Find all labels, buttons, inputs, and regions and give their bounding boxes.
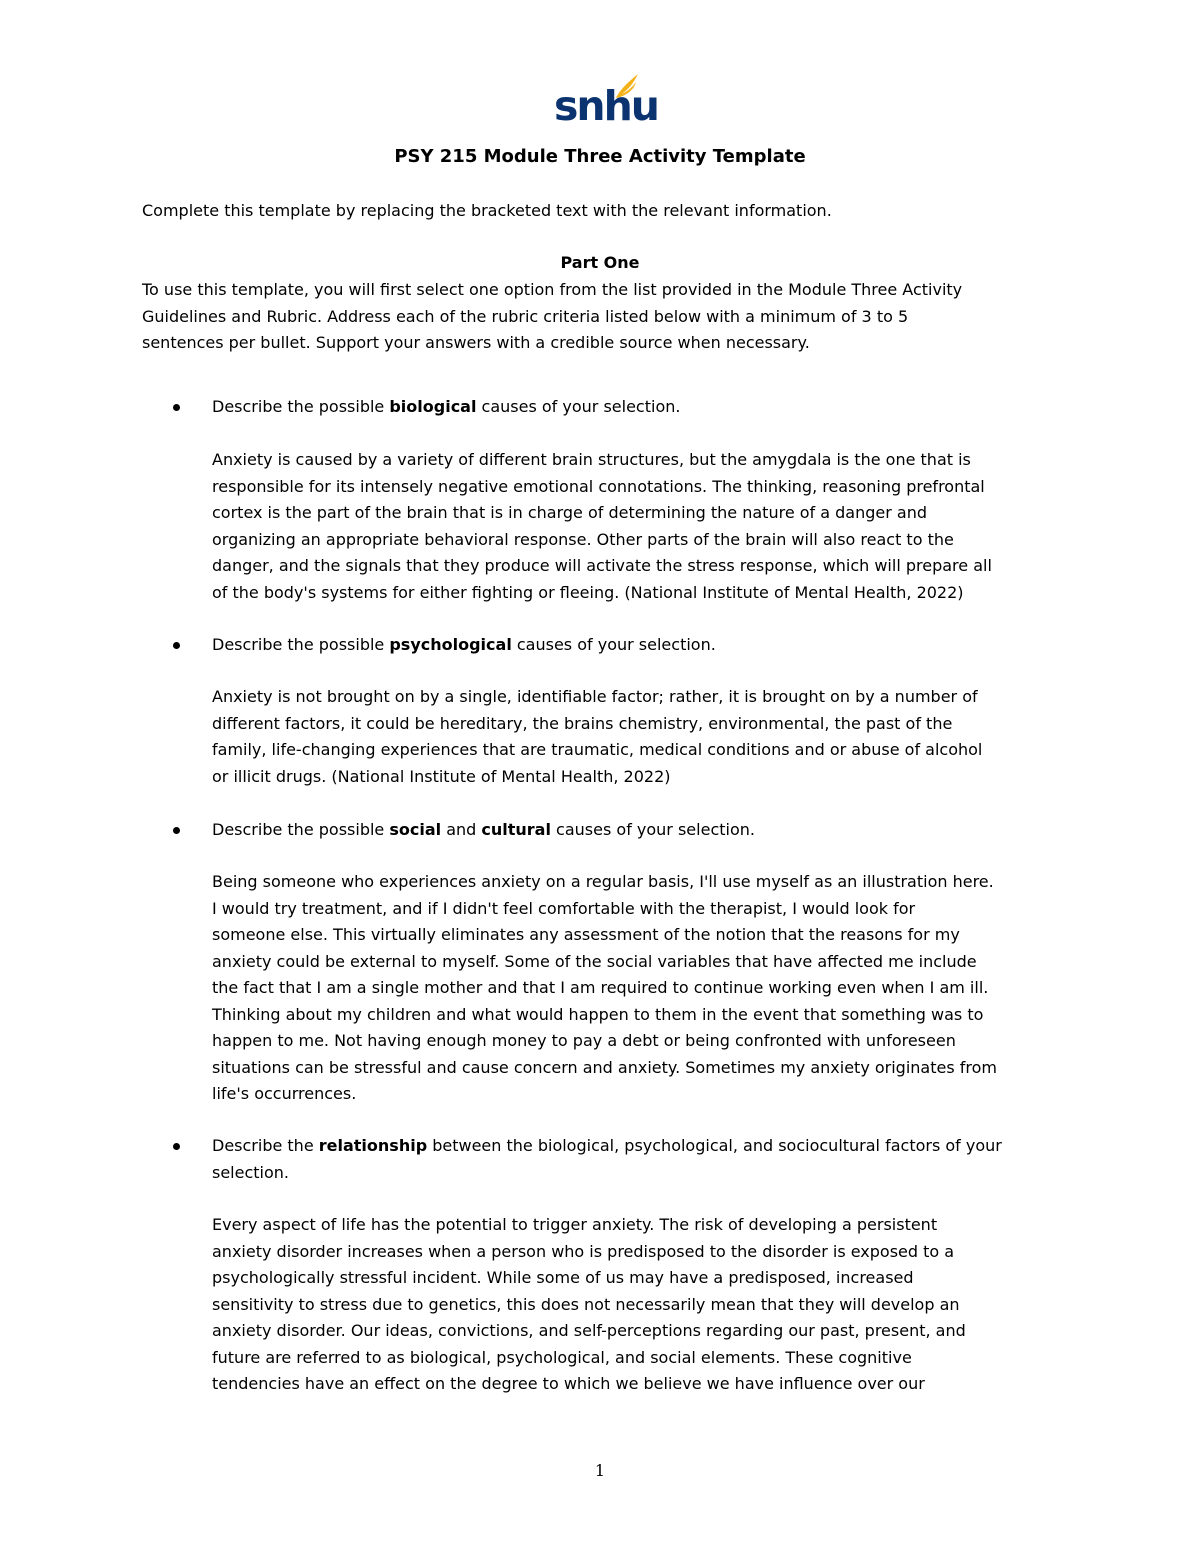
answer-line: danger, and the signals that they produce will activate the stress response, which will prepare all — [212, 556, 992, 575]
answer-line: Thinking about my children and what would happen to them in the event that something was to — [212, 1004, 984, 1024]
answer-line: organizing an appropriate behavioral response. Other parts of the brain will also react to the — [212, 529, 954, 549]
answer-line: anxiety disorder. Our ideas, convictions, and self-perceptions regarding our past, present, and — [212, 1321, 966, 1340]
answer-line: different factors, it could be hereditary, the brains chemistry, environmental, the past of the — [212, 713, 953, 733]
answer-line: situations can be stressful and cause concern and anxiety. Sometimes my anxiety originates from — [212, 1057, 997, 1077]
prompt-line: selection. — [212, 1162, 289, 1182]
bullet-marker — [172, 826, 182, 836]
bullet-prompt-relationship — [212, 1133, 1072, 1186]
prompt-text: causes of your selection. — [476, 397, 681, 416]
part-one-heading: Part One — [560, 253, 640, 272]
bullet-prompt-psychological — [212, 632, 1072, 659]
prompt-keyword: biological — [389, 397, 477, 416]
answer-line: of the body's systems for either fighting or fleeing. (National Institute of Mental Health, 2022) — [212, 582, 964, 602]
page-number: 1 — [594, 1461, 606, 1480]
answer-line: anxiety could be external to myself. Some of the social variables that have affected me include — [212, 951, 977, 971]
answer-line: or illicit drugs. (National Institute of Mental Health, 2022) — [212, 766, 671, 786]
answer-line: happen to me. Not having enough money to pay a debt or being confronted with unforeseen — [212, 1031, 956, 1050]
prompt-text: Describe the possible — [212, 397, 390, 416]
prompt-text: Describe the possible — [212, 635, 390, 654]
answer-line: anxiety disorder increases when a person who is predisposed to the disorder is exposed to a — [212, 1241, 955, 1261]
document-title: PSY 215 Module Three Activity Template — [394, 146, 806, 167]
intro-line: Guidelines and Rubric. Address each of the rubric criteria listed below with a minimum of 3 to 5 — [142, 306, 909, 326]
prompt-line — [212, 1133, 1072, 1160]
intro-line: To use this template, you will first select one option from the list provided in the Module Three Activity — [142, 280, 963, 299]
answer-line: future are referred to as biological, psychological, and social elements. These cognitive — [212, 1347, 912, 1367]
answer-line: life's occurrences. — [212, 1084, 357, 1103]
bullet-marker — [172, 641, 182, 651]
bullet-prompt-biological — [212, 394, 1072, 421]
bullet-prompt-social-cultural — [212, 817, 1072, 844]
prompt-keyword: relationship — [318, 1136, 428, 1155]
bullet-marker — [172, 1142, 182, 1152]
answer-line: responsible for its intensely negative emotional connotations. The thinking, reasoning prefrontal — [212, 476, 985, 496]
answer-social-cultural — [212, 869, 1072, 1108]
answer-line: Every aspect of life has the potential to trigger anxiety. The risk of developing a persistent — [212, 1215, 938, 1234]
answer-line: Anxiety is not brought on by a single, identifiable factor; rather, it is brought on by a number of — [212, 687, 978, 706]
answer-line: family, life-changing experiences that are traumatic, medical conditions and or abuse of alcohol — [212, 740, 983, 759]
answer-relationship — [212, 1212, 1072, 1398]
answer-line: I would try treatment, and if I didn't feel comfortable with the therapist, I would look for — [212, 898, 916, 918]
answer-line: someone else. This virtually eliminates any assessment of the notion that the reasons for my — [212, 925, 960, 944]
prompt-keyword: social — [389, 820, 442, 839]
flame-icon — [612, 72, 640, 100]
answer-line: Anxiety is caused by a variety of different brain structures, but the amygdala is the one that is — [212, 450, 971, 469]
prompt-text: causes of your selection. — [511, 635, 716, 654]
prompt-text: between the biological, psychological, and sociocultural factors of your — [427, 1136, 1002, 1155]
answer-line: psychologically stressful incident. While some of us may have a predisposed, increased — [212, 1268, 914, 1287]
prompt-text: and — [441, 820, 482, 839]
prompt-keyword: psychological — [389, 635, 512, 654]
answer-line: sensitivity to stress due to genetics, this does not necessarily mean that they will develop an — [212, 1294, 960, 1314]
intro-line: sentences per bullet. Support your answers with a credible source when necessary. — [142, 333, 810, 352]
instructions-text: Complete this template by replacing the bracketed text with the relevant information. — [142, 201, 832, 220]
bullet-marker — [172, 403, 182, 413]
prompt-keyword: cultural — [481, 820, 551, 839]
answer-line: the fact that I am a single mother and that I am required to continue working even when I am ill. — [212, 978, 989, 997]
answer-line: Being someone who experiences anxiety on a regular basis, I'll use myself as an illustration here. — [212, 872, 994, 891]
snhu-logo — [554, 72, 658, 132]
intro-paragraph — [142, 277, 1062, 357]
prompt-text: causes of your selection. — [550, 820, 755, 839]
answer-line: cortex is the part of the brain that is in charge of determining the nature of a danger and — [212, 503, 928, 522]
answer-biological — [212, 447, 1072, 606]
answer-line: tendencies have an effect on the degree to which we believe we have influence over our — [212, 1374, 925, 1393]
prompt-text: Describe the — [212, 1136, 319, 1155]
logo-text: snhu — [554, 82, 658, 130]
answer-psychological — [212, 684, 1072, 790]
prompt-text: Describe the possible — [212, 820, 390, 839]
